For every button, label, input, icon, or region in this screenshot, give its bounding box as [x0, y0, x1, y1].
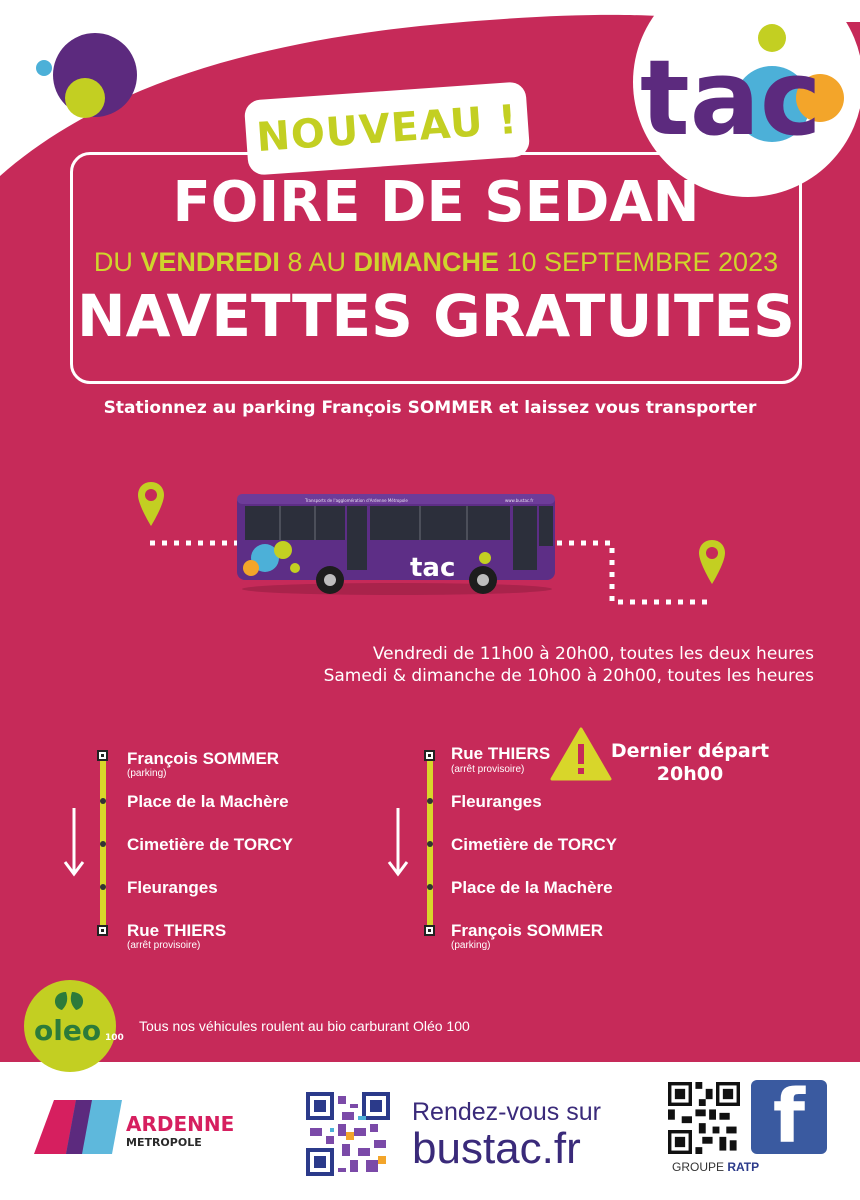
event-dates: DU VENDREDI 8 AU DIMANCHE 10 SEPTEMBRE 2023: [93, 247, 779, 277]
website-link[interactable]: bustac.fr: [412, 1124, 581, 1173]
stop-name: Place de la Machère: [451, 878, 613, 897]
ardenne-title: ARDENNE: [126, 1112, 235, 1136]
arrow-down-icon: [62, 806, 86, 878]
rendez-vous-label: Rendez-vous sur: [412, 1098, 601, 1126]
tac-logo: [640, 16, 850, 156]
bus-illustration: [235, 488, 560, 596]
stop-name: François SOMMER: [451, 921, 604, 940]
stop-name: François SOMMER: [127, 749, 280, 768]
terminus-marker: [424, 750, 435, 761]
svg-text:tac: tac: [640, 37, 822, 156]
svg-text:tac: tac: [410, 553, 456, 583]
ratp-group-logo: GROUPE RATP: [672, 1160, 760, 1174]
svg-text:Transports de l'agglomération: Transports de l'agglomération d'Ardenne Métropole: [305, 498, 408, 503]
stop-name: Rue THIERS: [451, 744, 551, 763]
stop-marker: [100, 798, 106, 804]
stop-note: (arrêt provisoire): [451, 764, 525, 775]
stop-name: Place de la Machère: [127, 792, 289, 811]
svg-text:www.bustac.fr: www.bustac.fr: [505, 498, 534, 503]
stop-name: Fleuranges: [127, 878, 218, 897]
stop-marker: [100, 841, 106, 847]
stop-name: Fleuranges: [451, 792, 542, 811]
warning-icon: [549, 726, 613, 782]
last-departure-time: 20h00: [656, 763, 724, 785]
svg-text:100: 100: [105, 1033, 124, 1043]
ardenne-metropole-logo: [32, 1096, 124, 1158]
stop-note: (parking): [451, 940, 491, 951]
qr-code-bustac[interactable]: [306, 1092, 390, 1176]
ardenne-subtitle: METROPOLE: [126, 1136, 202, 1149]
stop-name: Cimetière de TORCY: [451, 835, 617, 854]
stop-note: (arrêt provisoire): [127, 940, 201, 951]
terminus-marker: [424, 925, 435, 936]
facebook-icon[interactable]: f: [751, 1080, 827, 1154]
svg-text:oleo: oleo: [34, 1014, 102, 1047]
schedule-weekend: Samedi & dimanche de 10h00 à 20h00, toutes les heures: [323, 666, 814, 686]
terminus-marker: [97, 925, 108, 936]
arrow-down-icon: [386, 806, 410, 878]
qr-code-facebook[interactable]: [668, 1082, 740, 1154]
stop-marker: [427, 841, 433, 847]
schedule-weekday: Vendredi de 11h00 à 20h00, toutes les deux heures: [372, 644, 814, 664]
event-title: FOIRE DE SEDAN: [172, 170, 700, 235]
stop-note: (parking): [127, 768, 167, 779]
stop-name: Rue THIERS: [127, 921, 227, 940]
last-departure-label: Dernier départ: [610, 740, 770, 762]
oleo-logo: [12, 978, 130, 1074]
stop-name: Cimetière de TORCY: [127, 835, 293, 854]
location-pin-icon: [136, 480, 166, 528]
stop-marker: [427, 884, 433, 890]
last-departure: [606, 740, 774, 786]
stop-marker: [427, 798, 433, 804]
headline: NAVETTES GRATUITES: [77, 282, 795, 350]
stop-marker: [100, 884, 106, 890]
subtitle: Stationnez au parking François SOMMER et laissez vous transporter: [103, 398, 757, 418]
terminus-marker: [97, 750, 108, 761]
location-pin-icon: [697, 538, 727, 586]
oleo-note: Tous nos véhicules roulent au bio carburant Oléo 100: [139, 1018, 470, 1034]
nouveau-badge: NOUVEAU !: [244, 81, 531, 175]
